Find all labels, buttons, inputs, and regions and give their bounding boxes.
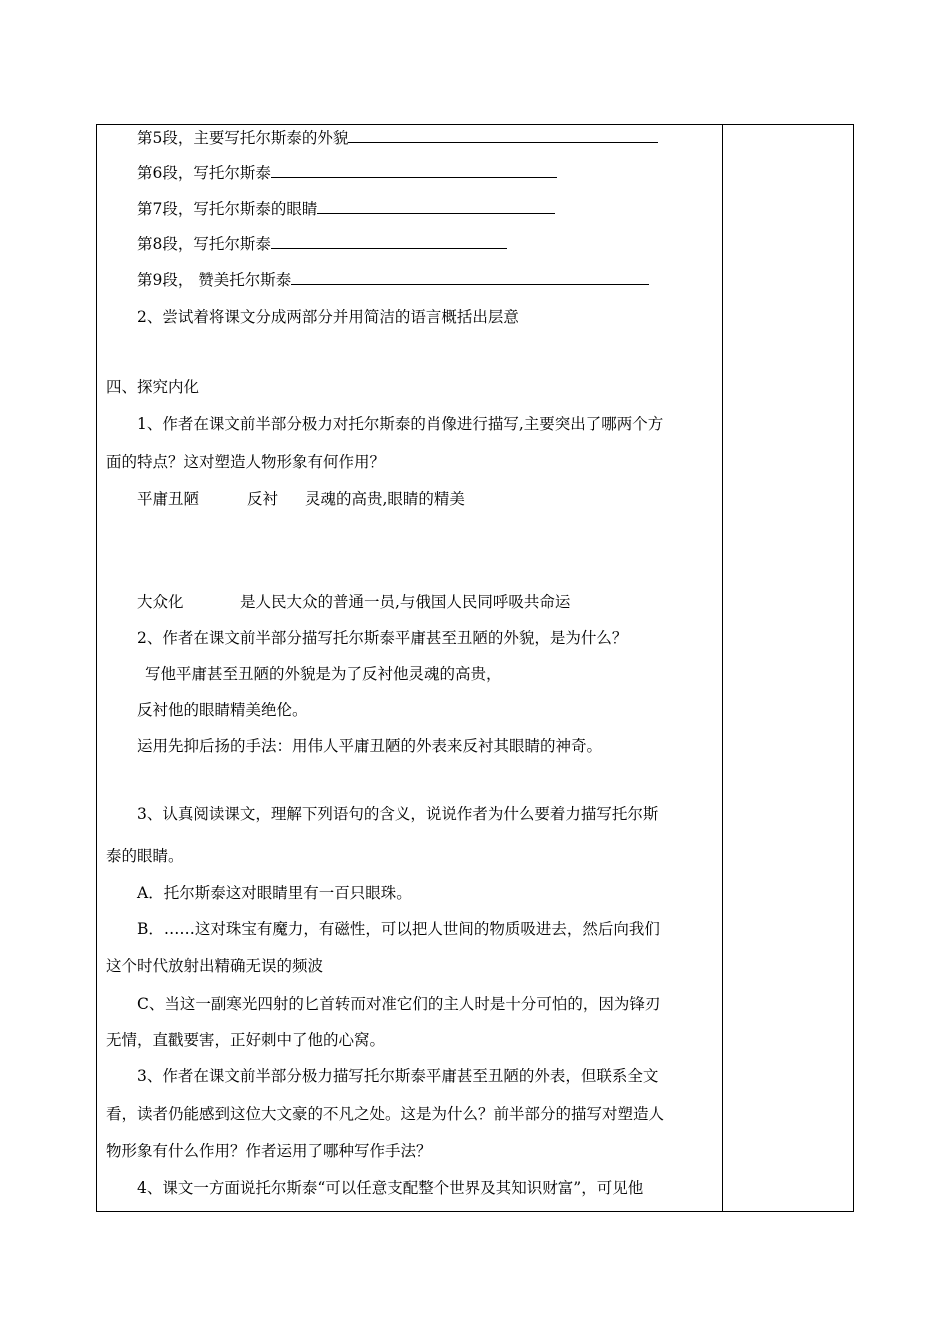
option-a: A．托尔斯泰这对眼睛里有一百只眼珠。 xyxy=(137,884,412,902)
question-3b-line-3: 物形象有什么作用？作者运用了哪种写作手法？ xyxy=(106,1142,432,1160)
paragraph-8-label: 第8段，写托尔斯泰 xyxy=(137,235,271,253)
section-4-heading: 四、探究内化 xyxy=(106,378,200,396)
paragraph-6-row xyxy=(137,163,557,183)
answer-1-row xyxy=(137,489,465,509)
question-3b-line-2: 看，读者仍能感到这位大文豪的不凡之处。这是为什么？前半部分的描写对塑造人 xyxy=(106,1105,665,1123)
answer-q2-line-3: 运用先抑后扬的手法：用伟人平庸丑陋的外表来反衬其眼睛的神奇。 xyxy=(137,737,603,755)
question-3-line-1: 3、认真阅读课文，理解下列语句的含义，说说作者为什么要着力描写托尔斯 xyxy=(137,805,659,823)
paragraph-7-row xyxy=(137,199,555,219)
question-4-line-1: 4、课文一方面说托尔斯泰“可以任意支配整个世界及其知识财富”，可见他 xyxy=(137,1179,644,1197)
paragraph-6-label: 第6段，写托尔斯泰 xyxy=(137,164,271,182)
option-b-line-2: 这个时代放射出精确无误的频波 xyxy=(106,957,324,975)
option-c-line-1: C、当这一副寒光四射的匕首转而对准它们的主人时是十分可怕的，因为锋刃 xyxy=(137,995,661,1013)
answer-1-effect: 灵魂的高贵,眼睛的精美 xyxy=(305,490,465,508)
paragraph-7-label: 第7段，写托尔斯泰的眼睛 xyxy=(137,200,318,218)
question-3b-line-1: 3、作者在课文前半部分极力描写托尔斯泰平庸甚至丑陋的外表，但联系全文 xyxy=(137,1067,659,1085)
paragraph-5-label: 第5段，主要写托尔斯泰的外貌 xyxy=(137,129,349,147)
answer-q2-line-2: 反衬他的眼睛精美绝伦。 xyxy=(137,701,308,719)
answer-2-row xyxy=(137,592,570,612)
paragraph-8-row xyxy=(137,234,507,254)
answer-blank[interactable] xyxy=(271,234,507,249)
question-1-line-2: 面的特点？这对塑造人物形象有何作用？ xyxy=(106,453,386,471)
paragraph-5-row xyxy=(137,128,658,148)
answer-blank[interactable] xyxy=(271,163,557,178)
answer-blank[interactable] xyxy=(291,270,649,285)
question-1-line-1: 1、作者在课文前半部分极力对托尔斯泰的肖像进行描写,主要突出了哪两个方 xyxy=(137,415,664,433)
answer-1-relation: 反衬 xyxy=(247,490,279,508)
answer-2-effect: 是人民大众的普通一员,与俄国人民同呼吸共命运 xyxy=(240,593,571,611)
paragraph-9-label: 第9段， 赞美托尔斯泰 xyxy=(137,271,292,289)
column-divider xyxy=(722,124,723,1212)
paragraph-9-row xyxy=(137,270,649,290)
question-2: 2、作者在课文前半部分描写托尔斯泰平庸甚至丑陋的外貌，是为什么？ xyxy=(137,629,628,647)
answer-blank[interactable] xyxy=(317,199,555,214)
option-c-line-2: 无情，直戳要害，正好刺中了他的心窝。 xyxy=(106,1031,386,1049)
answer-1-feature: 平庸丑陋 xyxy=(137,490,200,508)
question-3-line-2: 泰的眼睛。 xyxy=(106,847,184,865)
option-b-line-1: B．……这对珠宝有魔力，有磁性，可以把人世间的物质吸进去，然后向我们 xyxy=(137,920,660,938)
answer-q2-line-1: 写他平庸甚至丑陋的外貌是为了反衬他灵魂的高贵， xyxy=(145,665,502,683)
answer-2-feature: 大众化 xyxy=(137,593,184,611)
answer-blank[interactable] xyxy=(348,128,658,143)
question-2-divide: 2、尝试着将课文分成两部分并用简洁的语言概括出层意 xyxy=(137,308,519,326)
